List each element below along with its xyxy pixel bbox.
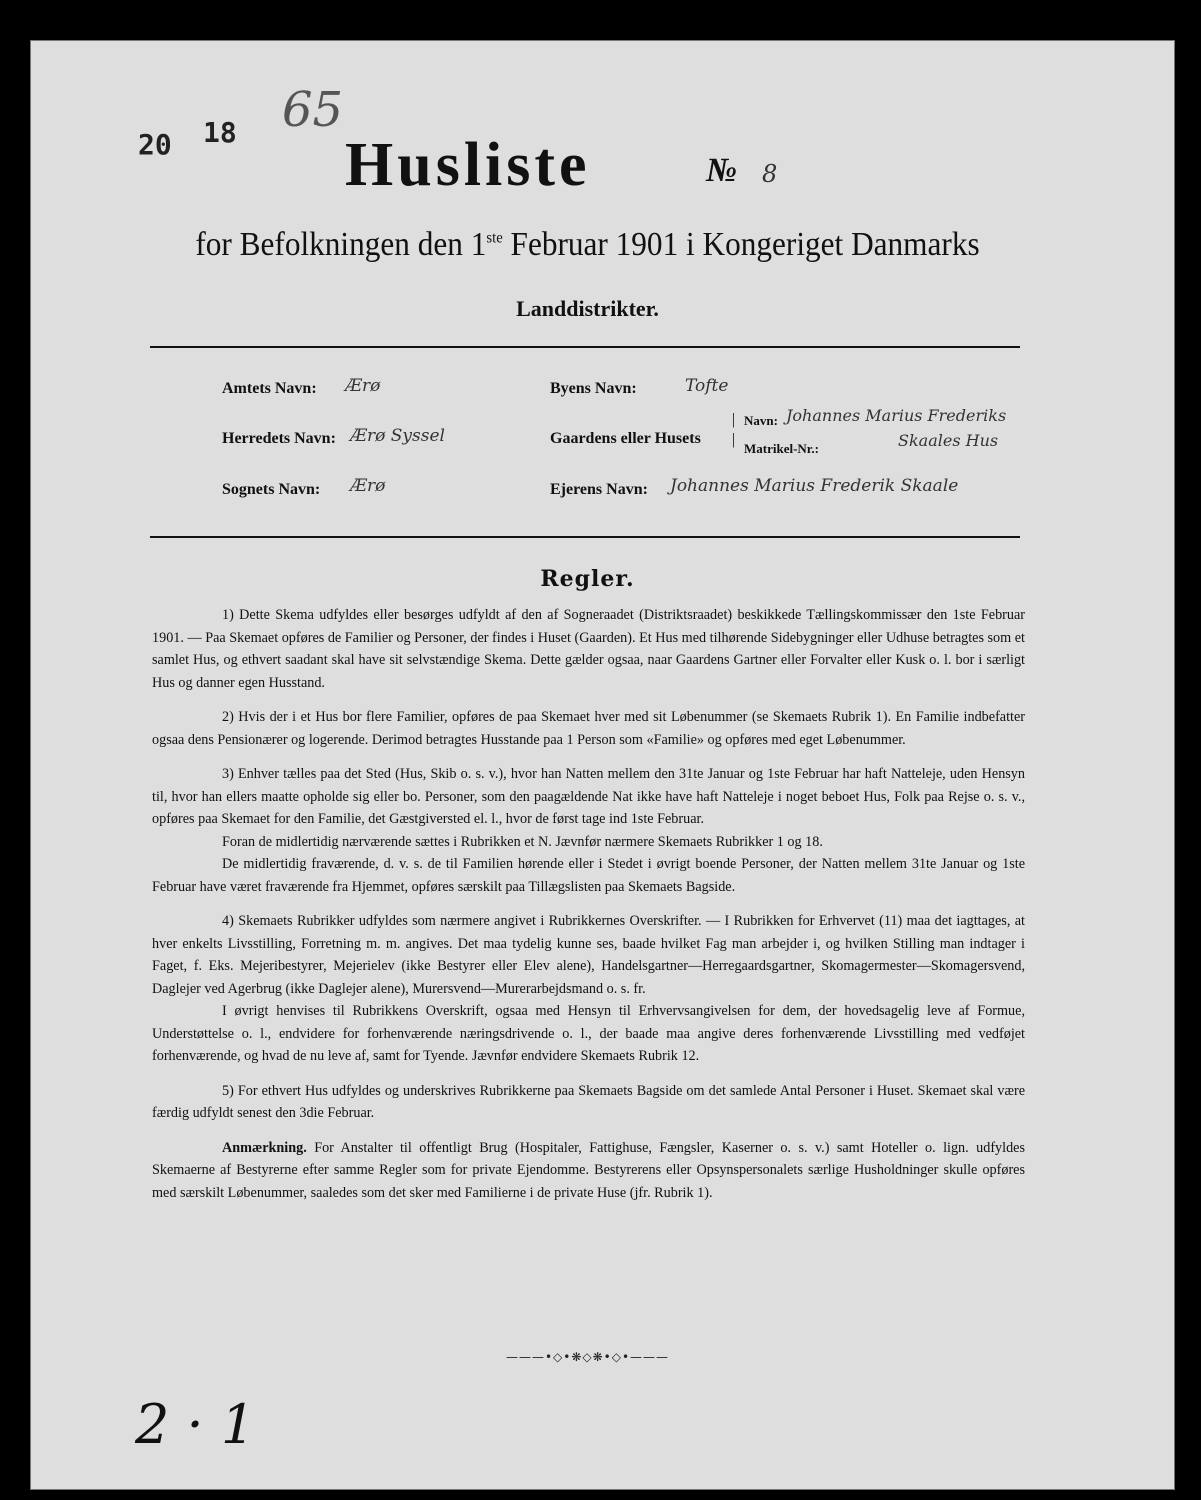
footer-ornament: ———•◇•❋◇❋•◇•———: [505, 1350, 670, 1364]
rule-5: 5) For ethvert Hus udfyldes og underskrives Rubrikkerne paa Skemaets Bagside om det samlede Antal Personer i Huset. Skemaet skal være færdig udfyldt senest den 3die Februar.: [152, 1082, 1025, 1121]
number-label: №: [706, 152, 738, 189]
bottom-number: 2 · 1: [135, 1393, 256, 1456]
subtitle-sup: ste: [486, 229, 503, 247]
rule-3c: De midlertidig fraværende, d. v. s. de til Familien hørende eller i Stedet i øvrigt boende Personer, der Natten mellem 31te Januar og 1ste Februar have været fraværende fra Hjemmet, opføres særskilt paa Tillægslisten paa Skemaets Bagside.: [152, 856, 1025, 895]
rules-heading: Regler.: [540, 566, 635, 592]
district-heading: Landdistrikter.: [516, 296, 659, 321]
amt-label: Amtets Navn:: [222, 380, 317, 397]
rule-note: [152, 1137, 1025, 1205]
amt-value: Ærø: [345, 376, 381, 396]
by-value: Tofte: [685, 376, 729, 396]
form-title: Husliste: [345, 131, 591, 199]
stamp-number-1: 20: [138, 128, 172, 161]
stamp-number-2: 18: [203, 116, 237, 149]
subtitle-post: Februar 1901 i Kongeriget Danmarks: [502, 226, 980, 263]
rules-body: [152, 604, 1025, 1216]
gaard-navn-value-2: Skaales Hus: [898, 431, 999, 450]
ejer-value: Johannes Marius Frederik Skaale: [670, 476, 959, 496]
gaard-navn-value: Johannes Marius Frederiks: [786, 406, 1007, 425]
ejer-label: Ejerens Navn:: [550, 481, 648, 498]
rule-1: 1) Dette Skema udfyldes eller besørges udfyldt af den af Sogneraadet (Distriktsraadet) beskikkede Tællingskommissær den 1ste Februar 1901. — Paa Skemaet opføres de Familier og Personer, der findes i Huset (Gaarden). Et Hus med tilhørende Sidebygninger eller Udhuse betragtes som et samlet Hus, og ethvert saadant skal have sit selvstændige Skema. Dette gælder ogsaa, naar Gaardens Gartner eller Forvalter eller Kusk o. l. bor i særligt Hus og danner egen Husstand.: [152, 607, 1025, 691]
rule-3: 3) Enhver tælles paa det Sted (Hus, Skib o. s. v.), hvor han Natten mellem den 31te Januar og 1ste Februar har haft Natteleje, uden Hensyn til, hvor han ellers maatte opholde sig eller bo. Personer, som den paagældende Nat ikke have haft Natteleje i noget beboet Hus, Folk paa Rejse o. s. v., opføres paa Skemaet for den Familie, det Gæstgiversted el. l., hvor de først tage ind 1ste Februar.: [152, 766, 1025, 827]
gaard-brace: | |: [732, 411, 736, 448]
by-label: Byens Navn:: [550, 380, 637, 397]
form-subtitle: [47, 226, 1128, 264]
sogn-label: Sognets Navn:: [222, 481, 321, 498]
middle-divider: [150, 536, 1020, 538]
rule-4: 4) Skemaets Rubrikker udfyldes som nærmere angivet i Rubrikkernes Overskrifter. — I Rubrikken for Erhvervet (11) maa det iagttages, at hver enkelts Livsstilling, Forretning m. m. angives. Det maa tydelig kunne ses, baade hvilket Fag man arbejder i, og hvilken Stilling man indtager i Faget, f. Eks. Mejeribestyrer, Mejerielev (ikke Bestyrer eller Elev alene), Handelsgartner—Herregaardsgartner, Skomagermester—Skomagersvend, Daglejer ved Agerbrug (ikke Daglejer alene), Murersvend—Murerarbejdsmand o. s. fr.: [152, 913, 1025, 997]
top-divider: [150, 346, 1020, 348]
rule-2: 2) Hvis der i et Hus bor flere Familier, opføres de paa Skemaet hver med sit Løbenummer (se Skemaets Rubrik 1). En Familie indbefatter ogsaa dens Pensionærer og logerende. Derimod betragtes Husstande paa 1 Person som «Familie» og opføres med eget Løbenummer.: [152, 709, 1025, 748]
herred-label: Herredets Navn:: [222, 430, 336, 447]
form-number-value: 8: [762, 160, 778, 188]
gaard-label: Gaardens eller Husets: [550, 430, 701, 447]
rule-4b: I øvrigt henvises til Rubrikkens Overskrift, ogsaa med Hensyn til Erhvervsangivelsen for dem, der hovedsagelig leve af Formue, Understøttelse o. l., endvidere for forhenværende næringsdrivende o. l., der baade maa angive deres forhenværende Livsstilling med vedføjet forhenværende, og hvad de nu leve af, samt for Tyende. Jævnfør endvidere Skemaets Rubrik 12.: [152, 1003, 1025, 1064]
herred-value: Ærø Syssel: [350, 426, 445, 446]
subtitle-pre: for Befolkningen den 1: [195, 226, 487, 263]
gaard-navn-label: Navn:: [744, 413, 778, 428]
sogn-value: Ærø: [350, 476, 386, 496]
rule-3b: Foran de midlertidig nærværende sættes i Rubrikken et N. Jævnfør nærmere Skemaets Rubrikker 1 og 18.: [222, 833, 823, 850]
note-label: Anmærkning.: [222, 1139, 307, 1156]
pencil-number: 65: [282, 82, 344, 138]
note-text: For Anstalter til offentligt Brug (Hospitaler, Fattighuse, Fængsler, Kaserner o. s. v.) samt Hoteller o. lign. udfyldes Skemaerne af Bestyrerne efter samme Regler som for private Ejendomme. Bestyrerens eller Opsynspersonalets særlige Husholdninger skulle opføres med særskilt Løbenummer, saaledes som det sker med Familierne i de private Huse (jfr. Rubrik 1).: [152, 1139, 1025, 1201]
gaard-matrikel-label: Matrikel-Nr.:: [744, 441, 819, 456]
